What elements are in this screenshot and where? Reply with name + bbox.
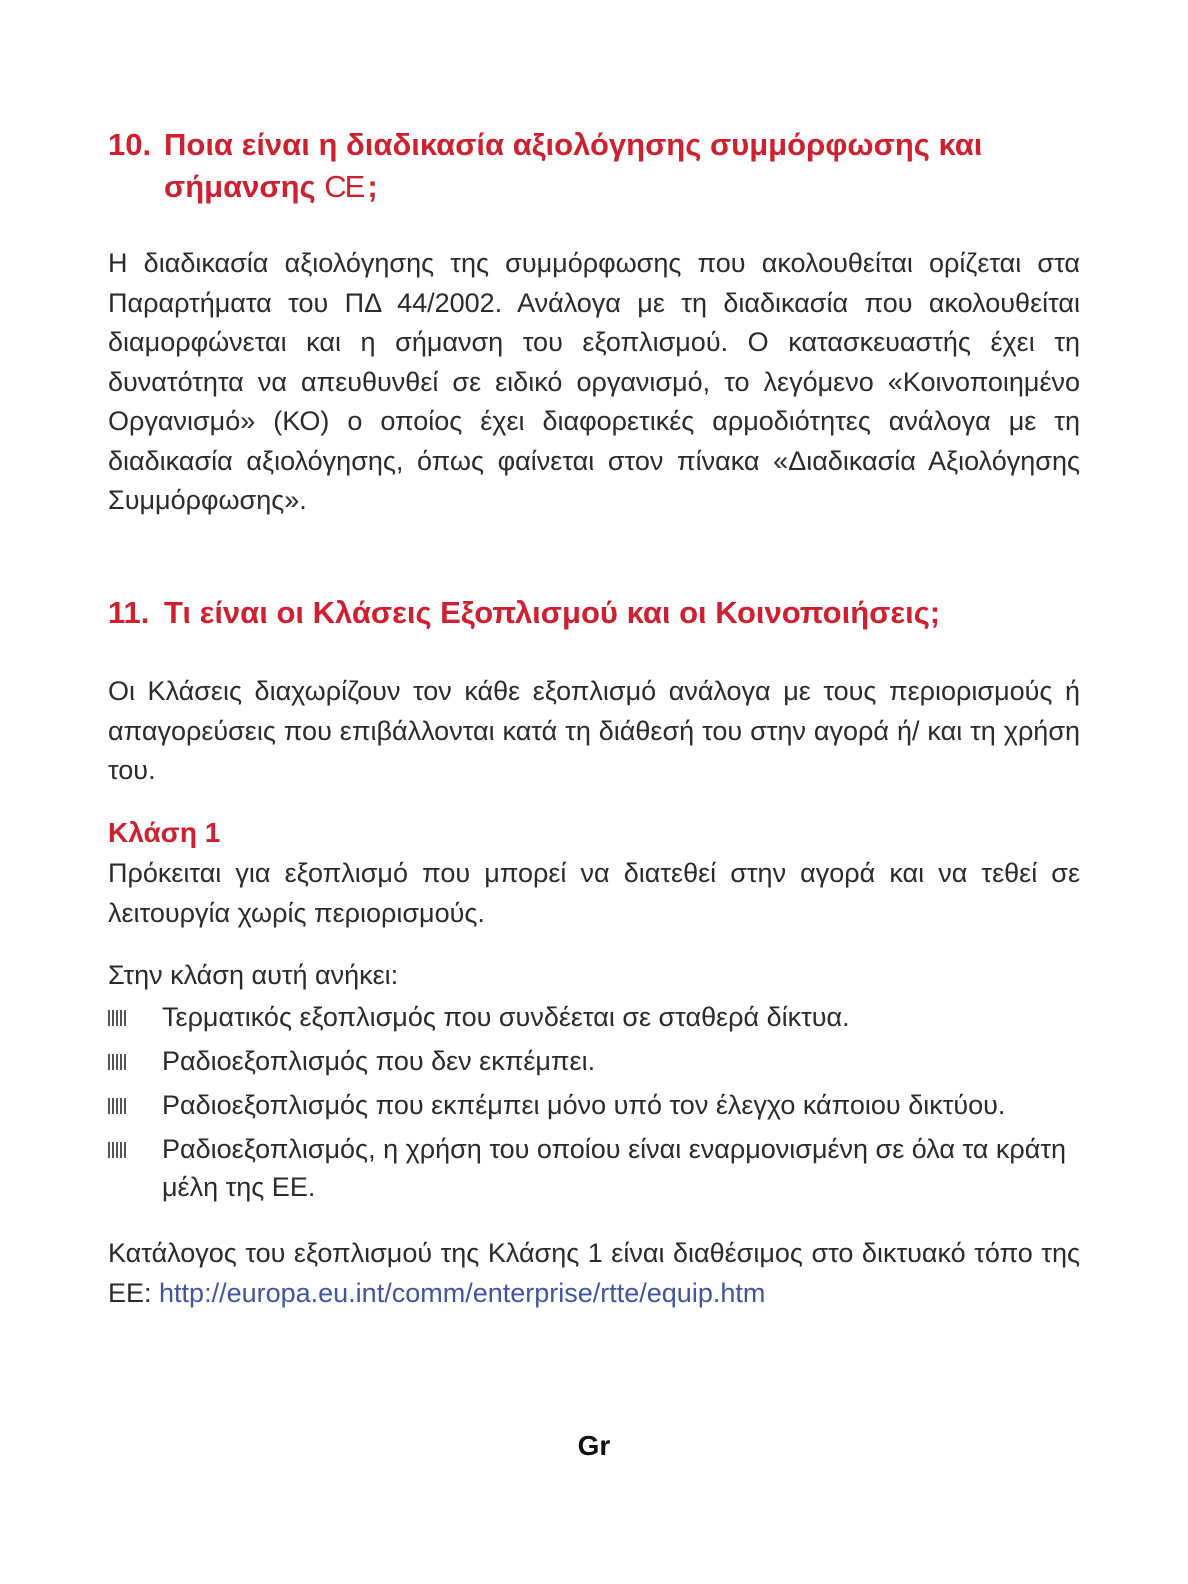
bullet-icon: [108, 1054, 126, 1070]
bullet-icon: [108, 1142, 126, 1158]
bullet-icon: [108, 1010, 126, 1026]
list-item: [108, 1086, 1088, 1124]
list-item: [108, 1130, 1088, 1206]
list-item-text: Τερματικός εξοπλισμός που συνδέεται σε σταθερά δίκτυα.: [162, 1002, 850, 1032]
section-11-title: Τι είναι οι Κλάσεις Εξοπλισμού και οι Κοινοποιήσεις;: [164, 595, 941, 630]
catalog-text: Κατάλογος του εξοπλισμού της Κλάσης 1 είναι διαθέσιμος στο δικτυακό τόπο της ΕΕ:: [108, 1238, 1080, 1308]
list-item: [108, 998, 1088, 1036]
catalog-paragraph: [108, 1234, 1080, 1313]
section-10-title-line2-wrap: [108, 166, 982, 208]
catalog-link[interactable]: http://europa.eu.int/comm/enterprise/rtte/equip.htm: [159, 1277, 766, 1308]
language-footer: Gr: [577, 1430, 611, 1461]
list-item-text: Ραδιοεξοπλισμός, η χρήση του οποίου είναι εναρμονισμένη σε όλα τα κράτη μέλη της ΕΕ.: [162, 1134, 1067, 1202]
section-10-title-line2: σήμανσης: [164, 169, 316, 204]
list-item-text: Ραδιοεξοπλισμός που δεν εκπέμπει.: [162, 1046, 596, 1076]
section-10-heading: [108, 124, 982, 208]
section-10-title-line1: Ποια είναι η διαδικασία αξιολόγησης συμμόρφωσης και: [164, 127, 983, 162]
class-1-body: Πρόκειται για εξοπλισμό που μπορεί να διατεθεί στην αγορά και να τεθεί σε λειτουργία χωρίς περιορισμούς.: [108, 858, 1080, 928]
section-10-number: 10.: [108, 127, 152, 162]
ce-mark-icon: CE: [324, 169, 364, 204]
section-11-body: Οι Κλάσεις διαχωρίζουν τον κάθε εξοπλισμό ανάλογα με τους περιορισμούς ή απαγορεύσεις που επιβάλλονται κατά τη διάθεσή του στην αγορά ή/ και τη χρήση του.: [108, 676, 1080, 785]
section-11-number: 11.: [108, 595, 150, 630]
section-10-title-end: ;: [367, 169, 378, 204]
list-item: [108, 1042, 1088, 1080]
section-11-heading: [108, 592, 940, 634]
class-1-intro: Στην κλάση αυτή ανήκει:: [108, 960, 399, 990]
list-item-text: Ραδιοεξοπλισμός που εκπέμπει μόνο υπό τον έλεγχο κάποιου δικτύου.: [162, 1090, 1006, 1120]
bullet-icon: [108, 1098, 126, 1114]
section-10-body: Η διαδικασία αξιολόγησης της συμμόρφωσης που ακολουθείται ορίζεται στα Παραρτήματα του ΠΔ 44/2002. Ανάλογα με τη διαδικασία που ακολουθείται διαμορφώνεται και η σήμανση του εξοπλισμού. Ο κατασκευαστής έχει τη δυνατότητα να απευθυνθεί σε ειδικό οργανισμό, το λεγόμενο «Κοινοποιημένο Οργανισμό» (ΚΟ) ο οποίος έχει διαφορετικές αρμοδιότητες ανάλογα με τη διαδικασία αξιολόγησης, όπως φαίνεται στον πίνακα «Διαδικασία Αξιολόγησης Συμμόρφωσης».: [108, 248, 1080, 515]
class-1-list: [108, 998, 1088, 1212]
class-1-heading: Κλάση 1: [108, 817, 221, 848]
